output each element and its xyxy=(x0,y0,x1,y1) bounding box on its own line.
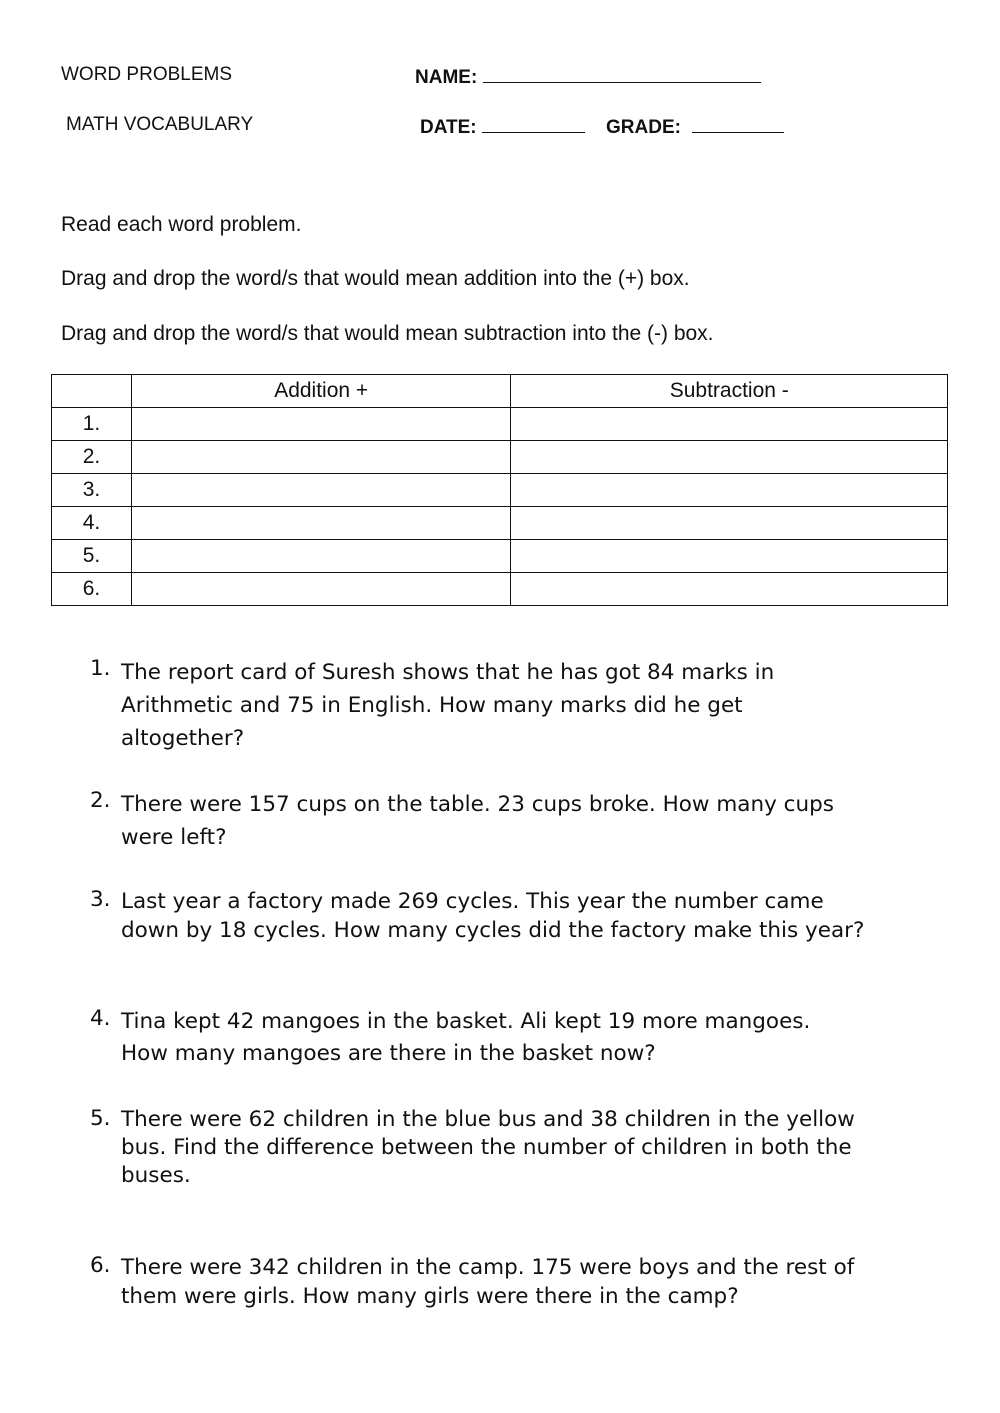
subtraction-drop-box-2[interactable] xyxy=(511,441,948,474)
addition-drop-box-3[interactable] xyxy=(131,474,511,507)
problem-line[interactable]: There were 62 children in the blue bus and 38 children in the yellow xyxy=(121,1107,855,1132)
grade-blank[interactable] xyxy=(692,114,784,133)
instruction-addition: Drag and drop the word/s that would mean addition into the (+) box. xyxy=(61,267,690,290)
table-row xyxy=(52,507,948,540)
row-number: 2. xyxy=(52,441,132,474)
row-number: 6. xyxy=(52,573,132,606)
subtraction-drop-box-1[interactable] xyxy=(511,408,948,441)
problem-line[interactable]: buses. xyxy=(121,1163,191,1188)
problem-line[interactable]: Last year a factory made 269 cycles. This year the number came xyxy=(121,889,824,914)
problem-number: 3. xyxy=(90,887,111,912)
table-row xyxy=(52,540,948,573)
problem-line[interactable]: bus. Find the difference between the number of children in both the xyxy=(121,1135,852,1160)
row-number: 1. xyxy=(52,408,132,441)
problem-number: 4. xyxy=(90,1006,111,1031)
problem-number: 5. xyxy=(90,1106,111,1131)
name-blank[interactable] xyxy=(483,64,761,83)
table-row xyxy=(52,408,948,441)
addition-drop-box-6[interactable] xyxy=(131,573,511,606)
name-label: NAME: xyxy=(415,67,478,88)
instruction-subtraction: Drag and drop the word/s that would mean subtraction into the (-) box. xyxy=(61,322,714,345)
table-row xyxy=(52,474,948,507)
grade-field[interactable] xyxy=(606,114,784,139)
problem-line[interactable]: Tina kept 42 mangoes in the basket. Ali kept 19 more mangoes. xyxy=(121,1009,811,1034)
header-addition: Addition + xyxy=(131,375,511,408)
worksheet-subtitle: MATH VOCABULARY xyxy=(66,114,254,135)
problem-number: 6. xyxy=(90,1253,111,1278)
problem-line[interactable]: Arithmetic and 75 in English. How many marks did he get xyxy=(121,693,743,718)
problem-line[interactable]: There were 342 children in the camp. 175 were boys and the rest of xyxy=(121,1255,855,1280)
subtraction-drop-box-5[interactable] xyxy=(511,540,948,573)
problem-line[interactable]: them were girls. How many girls were there in the camp? xyxy=(121,1284,739,1309)
row-number: 4. xyxy=(52,507,132,540)
date-blank[interactable] xyxy=(482,114,585,133)
problem-line[interactable]: were left? xyxy=(121,825,227,850)
row-number: 5. xyxy=(52,540,132,573)
problem-number: 2. xyxy=(90,788,111,813)
table-header-row xyxy=(52,375,948,408)
name-field[interactable] xyxy=(415,64,761,89)
addition-drop-box-2[interactable] xyxy=(131,441,511,474)
date-field[interactable] xyxy=(420,114,585,139)
addition-drop-box-4[interactable] xyxy=(131,507,511,540)
header-subtraction: Subtraction - xyxy=(511,375,948,408)
addition-drop-box-1[interactable] xyxy=(131,408,511,441)
table-row xyxy=(52,441,948,474)
table-row xyxy=(52,573,948,606)
instruction-read: Read each word problem. xyxy=(61,213,302,236)
worksheet-title: WORD PROBLEMS xyxy=(61,64,233,85)
grade-label: GRADE: xyxy=(606,117,681,138)
subtraction-drop-box-4[interactable] xyxy=(511,507,948,540)
answer-table xyxy=(51,374,948,606)
problem-line[interactable]: How many mangoes are there in the basket now? xyxy=(121,1041,656,1066)
header-number xyxy=(52,375,132,408)
addition-drop-box-5[interactable] xyxy=(131,540,511,573)
date-label: DATE: xyxy=(420,117,477,138)
subtraction-drop-box-3[interactable] xyxy=(511,474,948,507)
row-number: 3. xyxy=(52,474,132,507)
problem-number: 1. xyxy=(90,656,111,681)
problem-line[interactable]: There were 157 cups on the table. 23 cups broke. How many cups xyxy=(121,792,834,817)
problem-line[interactable]: The report card of Suresh shows that he has got 84 marks in xyxy=(121,660,775,685)
subtraction-drop-box-6[interactable] xyxy=(511,573,948,606)
problem-line[interactable]: down by 18 cycles. How many cycles did the factory make this year? xyxy=(121,918,865,943)
problem-line[interactable]: altogether? xyxy=(121,726,245,751)
